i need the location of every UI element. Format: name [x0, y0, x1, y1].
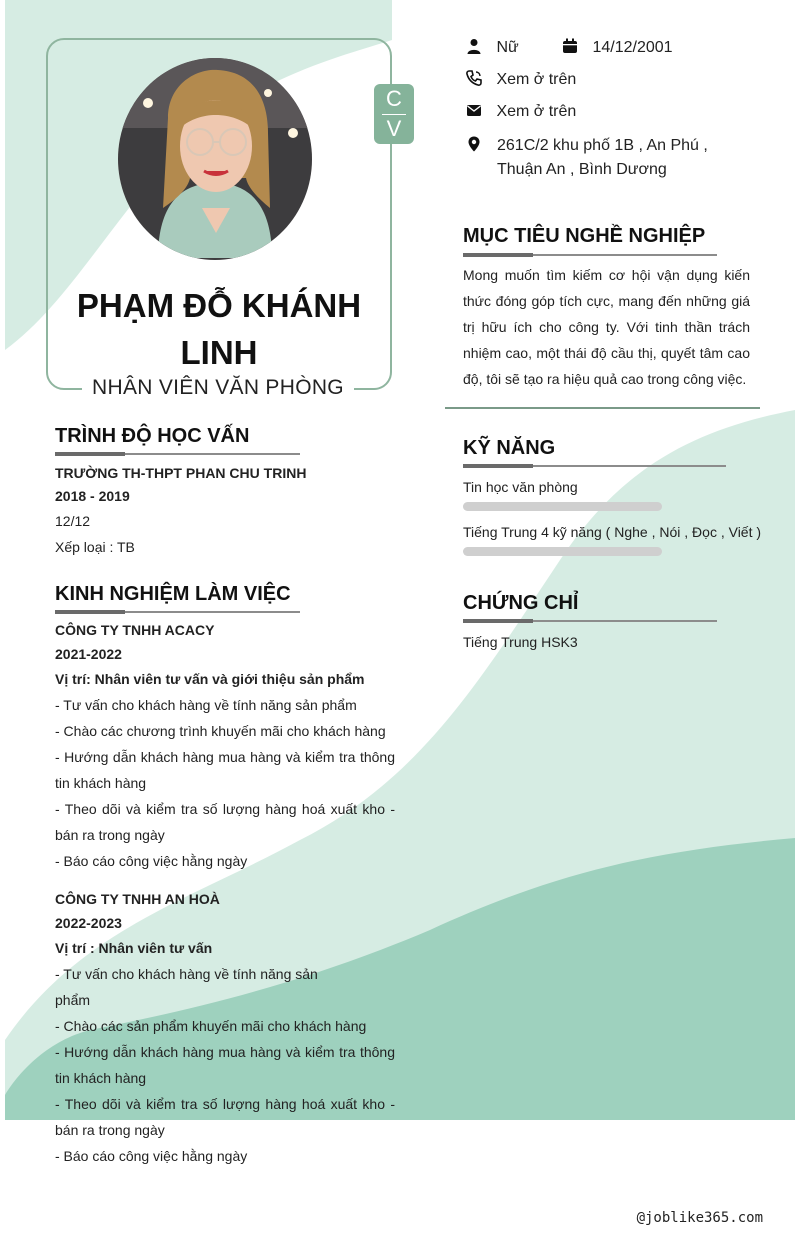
skills-title-underline: [463, 465, 726, 467]
contact-birthday-row: [562, 38, 673, 57]
certificates-title: CHỨNG CHỈ: [463, 592, 579, 614]
skill-name-1: Tin học văn phòng: [463, 479, 578, 495]
job-2-duty-4: - Theo dõi và kiểm tra số lượng hàng hoá xuất kho - bán ra trong ngày: [55, 1096, 395, 1138]
address-line-1: 261C/2 khu phố 1B , An Phú ,: [497, 137, 708, 154]
job-2-company: CÔNG TY TNHH AN HOÀ: [55, 891, 220, 907]
skill-bar-2: [463, 547, 662, 556]
certificate-item-1: Tiếng Trung HSK3: [463, 634, 578, 650]
skill-name-2: Tiếng Trung 4 kỹ năng ( Nghe , Nói , Đọc , Viết ): [463, 524, 762, 540]
contact-address-row: [466, 134, 708, 182]
job-1-duty-1: - Tư vấn cho khách hàng về tính năng sản phẩm: [55, 697, 357, 713]
person-icon: [466, 38, 482, 54]
job-title: NHÂN VIÊN VĂN PHÒNG: [92, 376, 344, 399]
experience-title-underline: [55, 611, 300, 613]
job-entry-2: [55, 887, 395, 1169]
footer-watermark: @joblike365.com: [636, 1210, 763, 1226]
skills-title: KỸ NĂNG: [463, 437, 556, 459]
job-1-duty-4: - Theo dõi và kiểm tra số lượng hàng hoá xuất kho - bán ra trong ngày: [55, 801, 395, 843]
job-title-wrap: [82, 376, 354, 400]
education-school: TRƯỜNG TH-THPT PHAN CHU TRINH: [55, 465, 307, 481]
calendar-icon: [562, 38, 578, 54]
education-rank: Xếp loại : TB: [55, 539, 135, 555]
job-1-company: CÔNG TY TNHH ACACY: [55, 622, 215, 638]
phone-value: Xem ở trên: [496, 71, 577, 88]
address-line-2: Thuận An , Bình Dương: [497, 161, 667, 178]
cv-badge: [374, 84, 414, 144]
job-2-years: 2022-2023: [55, 915, 122, 931]
cv-badge-letter-v: V: [386, 116, 402, 141]
envelope-icon: [466, 102, 482, 118]
cv-badge-letter-c: C: [386, 86, 402, 111]
job-2-duty-2: - Chào các sản phẩm khuyến mãi cho khách hàng: [55, 1018, 367, 1034]
education-years: 2018 - 2019: [55, 488, 130, 504]
objective-title: MỤC TIÊU NGHỀ NGHIỆP: [463, 225, 706, 247]
job-entry-1: [55, 618, 395, 874]
gender-value: Nữ: [496, 39, 519, 56]
job-2-duty-5: - Báo cáo công việc hằng ngày: [55, 1148, 248, 1164]
experience-title: KINH NGHIỆM LÀM VIỆC: [55, 583, 291, 605]
job-1-position: Vị trí: Nhân viên tư vấn và giới thiệu sản phẩm: [55, 671, 365, 687]
profile-photo: [118, 58, 312, 260]
job-1-years: 2021-2022: [55, 646, 122, 662]
job-1-duty-3: - Hướng dẫn khách hàng mua hàng và kiểm tra thông tin khách hàng: [55, 749, 395, 791]
job-1-duty-2: - Chào các chương trình khuyến mãi cho khách hàng: [55, 723, 386, 739]
map-pin-icon: [466, 136, 482, 152]
education-grade: 12/12: [55, 513, 91, 529]
objective-title-underline: [463, 254, 717, 256]
contact-gender-row: [466, 38, 519, 57]
candidate-name: PHẠM ĐỖ KHÁNH LINH: [76, 287, 362, 371]
phone-icon: [466, 70, 482, 86]
certificates-title-underline: [463, 620, 717, 622]
right-column-divider: [445, 407, 760, 409]
education-title: TRÌNH ĐỘ HỌC VẤN: [55, 425, 250, 447]
email-value: Xem ở trên: [496, 103, 577, 120]
job-2-position: Vị trí : Nhân viên tư vấn: [55, 940, 213, 956]
job-2-duty-1: - Tư vấn cho khách hàng về tính năng sản phẩm: [55, 966, 318, 1008]
skill-bar-1: [463, 502, 662, 511]
contact-email-row: [466, 102, 576, 121]
objective-text: Mong muốn tìm kiếm cơ hội vận dụng kiến thức đóng góp tích cực, mang đến những giá trị hữu ích cho công ty. Với tinh thần trách nhiệm cao, một thái độ cầu thị, quyết tâm cao độ, tôi sẽ tạo ra hiệu quả cao trong công việc.: [463, 267, 750, 387]
contact-phone-row: [466, 70, 576, 89]
job-1-duty-5: - Báo cáo công việc hằng ngày: [55, 853, 248, 869]
education-title-underline: [55, 453, 300, 455]
job-2-duty-3: - Hướng dẫn khách hàng mua hàng và kiểm tra thông tin khách hàng: [55, 1044, 395, 1086]
birthday-value: 14/12/2001: [592, 39, 673, 56]
